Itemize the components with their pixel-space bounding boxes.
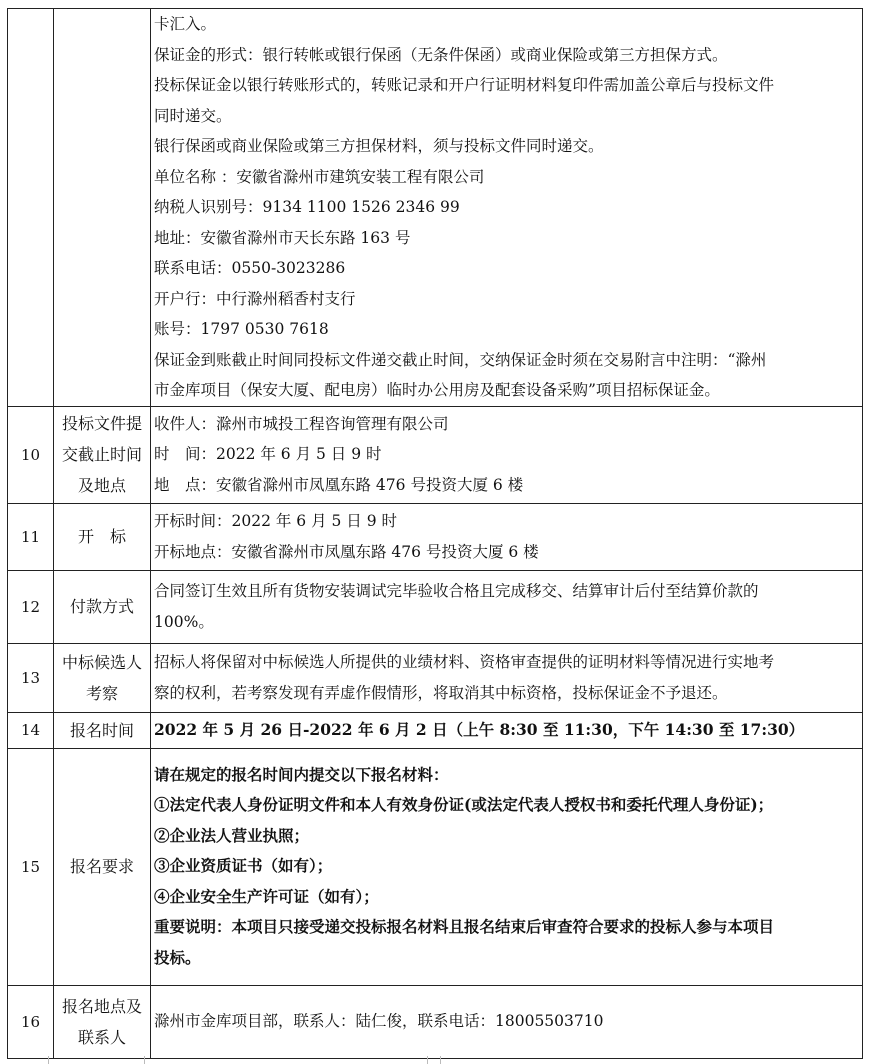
row-number: 11: [8, 503, 54, 570]
table-row: [8, 503, 863, 570]
content-line: 开标地点：安徽省滁州市凤凰东路 476 号投资大厦 6 楼: [154, 542, 539, 561]
row-item-label: [54, 9, 151, 407]
row-content: [151, 9, 863, 407]
item-label-line: 开 标: [77, 527, 126, 546]
row-item-label: [54, 712, 151, 748]
table-body: [8, 9, 863, 1059]
row-content: [151, 985, 863, 1058]
row-content: [151, 748, 863, 985]
content-line: 同时递交。: [154, 106, 232, 125]
row-item-label: [54, 985, 151, 1058]
content-line: 察的权利，若考察发现有弄虚作假情形，将取消其中标资格，投标保证金不予退还。: [154, 683, 728, 702]
item-label-line: 交截止时间: [61, 445, 142, 464]
item-label-line: 报名地点及: [61, 996, 142, 1016]
content-line: 地址：安徽省滁州市天长东路 163 号: [154, 228, 411, 247]
row-number: 10: [8, 406, 54, 503]
row-content: [151, 503, 863, 570]
item-label-line: 报名要求: [69, 857, 134, 876]
content-line: 滁州市金库项目部，联系人：陆仁俊，联系电话：18005503710: [154, 1012, 604, 1031]
content-line: ②企业法人营业执照；: [154, 825, 310, 845]
content-line: 卡汇入。: [154, 15, 217, 33]
content-line: 100%。: [154, 612, 214, 631]
content-line: 投标。: [154, 947, 201, 967]
item-label-line: 投标文件提: [61, 414, 142, 433]
table-row: [8, 712, 863, 748]
item-label-line: 考察: [85, 683, 118, 703]
content-line: 保证金的形式：银行转帐或银行保函（无条件保函）或商业保险或第三方担保方式。: [154, 45, 728, 64]
item-label-line: 中标候选人: [61, 652, 142, 672]
row-content: [151, 406, 863, 503]
item-label-line: 付款方式: [69, 597, 134, 616]
row-item-label: [54, 643, 151, 712]
content-line: 地 点：安徽省滁州市凤凰东路 476 号投资大厦 6 楼: [154, 475, 524, 494]
content-line: 市金库项目（保安大厦、配电房）临时办公用房及配套设备采购”项目招标保证金。: [154, 381, 720, 399]
content-line: 2022 年 5 月 26 日-2022 年 6 月 2 日（上午 8:30 至 11:30，下午 14:30 至 17:30）: [154, 719, 805, 739]
table-row: [8, 985, 863, 1058]
item-label-line: 报名时间: [69, 720, 134, 740]
content-line: 招标人将保留对中标候选人所提供的业绩材料、资格审查提供的证明材料等情况进行实地考: [154, 653, 775, 671]
row-number: [8, 9, 54, 407]
table-row: [8, 406, 863, 503]
row-number: 13: [8, 643, 54, 712]
content-line: 合同签订生效且所有货物安装调试完毕验收合格且完成移交、结算审计后付至结算价款的: [154, 582, 759, 600]
row-item-label: [54, 748, 151, 985]
row-item-label: [54, 570, 151, 643]
row-item-label: [54, 406, 151, 503]
content-line: 投标保证金以银行转账形式的，转账记录和开户行证明材料复印件需加盖公章后与投标文件: [154, 76, 775, 94]
content-line: ④企业安全生产许可证（如有）；: [154, 886, 379, 906]
item-label-line: 联系人: [77, 1027, 126, 1047]
content-line: ③企业资质证书（如有）；: [154, 856, 333, 876]
row-number: 16: [8, 985, 54, 1058]
row-item-label: [54, 503, 151, 570]
table-row: [8, 570, 863, 643]
table-row: [8, 643, 863, 712]
content-line: 时 间：2022 年 6 月 5 日 9 时: [154, 445, 382, 464]
content-line: 联系电话：0550-3023286: [154, 259, 346, 277]
row-content: [151, 712, 863, 748]
row-content: [151, 643, 863, 712]
row-number: 12: [8, 570, 54, 643]
row-content: [151, 570, 863, 643]
content-line: 重要说明：本项目只接受递交投标报名材料且报名结束后审查符合要求的投标人参与本项目: [154, 917, 775, 937]
content-line: ①法定代表人身份证明文件和本人有效身份证(或法定代表人授权书和委托代理人身份证)；: [154, 795, 774, 815]
content-line: 收件人：滁州市城投工程咨询管理有限公司: [154, 414, 449, 433]
content-line: 开标时间：2022 年 6 月 5 日 9 时: [154, 512, 398, 530]
content-line: 账号：1797 0530 7618: [154, 320, 329, 338]
row-number: 14: [8, 712, 54, 748]
table-row: [8, 748, 863, 985]
item-label-line: 及地点: [77, 476, 126, 495]
content-line: 纳税人识别号：9134 1100 1526 2346 99: [154, 198, 460, 216]
row-number: 15: [8, 748, 54, 985]
page-bottom-edge: [7, 1056, 862, 1064]
content-line: 开户行：中行滁州稻香村支行: [154, 289, 356, 308]
table-row: [8, 9, 863, 407]
tender-info-table: [7, 8, 863, 1059]
content-line: 保证金到账截止时间同投标文件递交截止时间，交纳保证金时须在交易附言中注明：“滁州: [154, 350, 767, 369]
content-line: 请在规定的报名时间内提交以下报名材料：: [154, 764, 449, 784]
content-line: 单位名称 ：安徽省滁州市建筑安装工程有限公司: [154, 167, 485, 186]
content-line: 银行保函或商业保险或第三方担保材料，须与投标文件同时递交。: [154, 137, 604, 155]
